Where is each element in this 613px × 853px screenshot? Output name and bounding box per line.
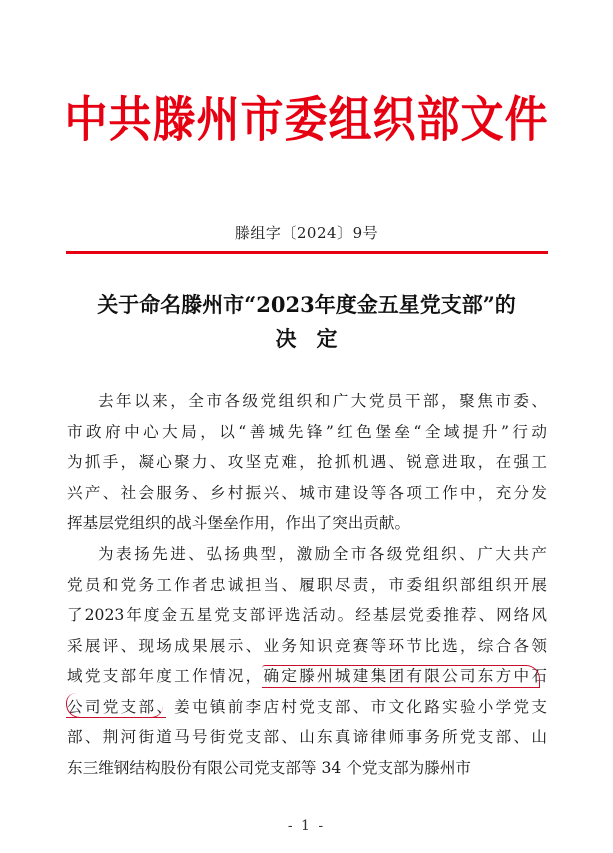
highlighted-text: 公司党支部 (67, 697, 157, 716)
paragraph-line: 为表扬先进、弘扬典型，激励全市各级党组织、广大共产 (98, 545, 547, 563)
line-text: 域党支部年度工作情况， (67, 667, 264, 685)
paragraph-line: 党员和党务工作者忠诚担当、履职尽责，市委组织部组织开展 (67, 575, 547, 594)
paragraph-line: 了2023年度金五星党支部评选活动。经基层党委推荐、网络风 (67, 606, 547, 624)
highlighted-text: 确定滕州城建集团有限公司东方中石 (263, 667, 547, 685)
paragraph-line: 去年以来，全市各级党组织和广大党员干部，聚焦市委、 (98, 392, 547, 410)
document-title-line-1: 关于命名滕州市“2023年度金五星党支部”的 (97, 292, 516, 317)
paragraph-2 (67, 539, 547, 783)
paragraph-line: 部、荆河街道马号街党支部、山东真谛律师事务所党支部、山 (67, 728, 547, 746)
paragraph-line: 为抓手，凝心聚力、攻坚克难，抢抓机遇、锐意进取，在强工 (67, 453, 547, 471)
line-text: 、姜屯镇前李店村党支部、市文化路实验小学党支 (156, 697, 547, 716)
document-title-line-2: 决定 (275, 326, 358, 351)
page-number: - 1 - (287, 818, 326, 834)
paragraph-line: 采展评、现场成果展示、业务知识竞赛等环节比选，综合各领 (67, 636, 547, 655)
paragraph-line (67, 661, 547, 692)
paragraph-line: 东三维钢结构股份有限公司党支部等 34 个党支部为滕州市 (67, 758, 472, 777)
red-divider-line (66, 251, 548, 254)
paragraph-line: 市政府中心大局，以“善城先锋”红色堡垒“全域提升”行动 (67, 422, 547, 441)
paragraph-1 (67, 386, 547, 539)
paragraph-line: 挥基层党组织的战斗堡垒作用，作出了突出贡献。 (67, 514, 411, 532)
masthead-title: 中共滕州市委组织部文件 (64, 92, 549, 149)
paragraph-line: 兴产、社会服务、乡村振兴、城市建设等各项工作中，充分发 (67, 483, 547, 502)
paragraph-line (67, 692, 547, 723)
document-number: 滕组字〔2024〕9号 (234, 224, 379, 242)
